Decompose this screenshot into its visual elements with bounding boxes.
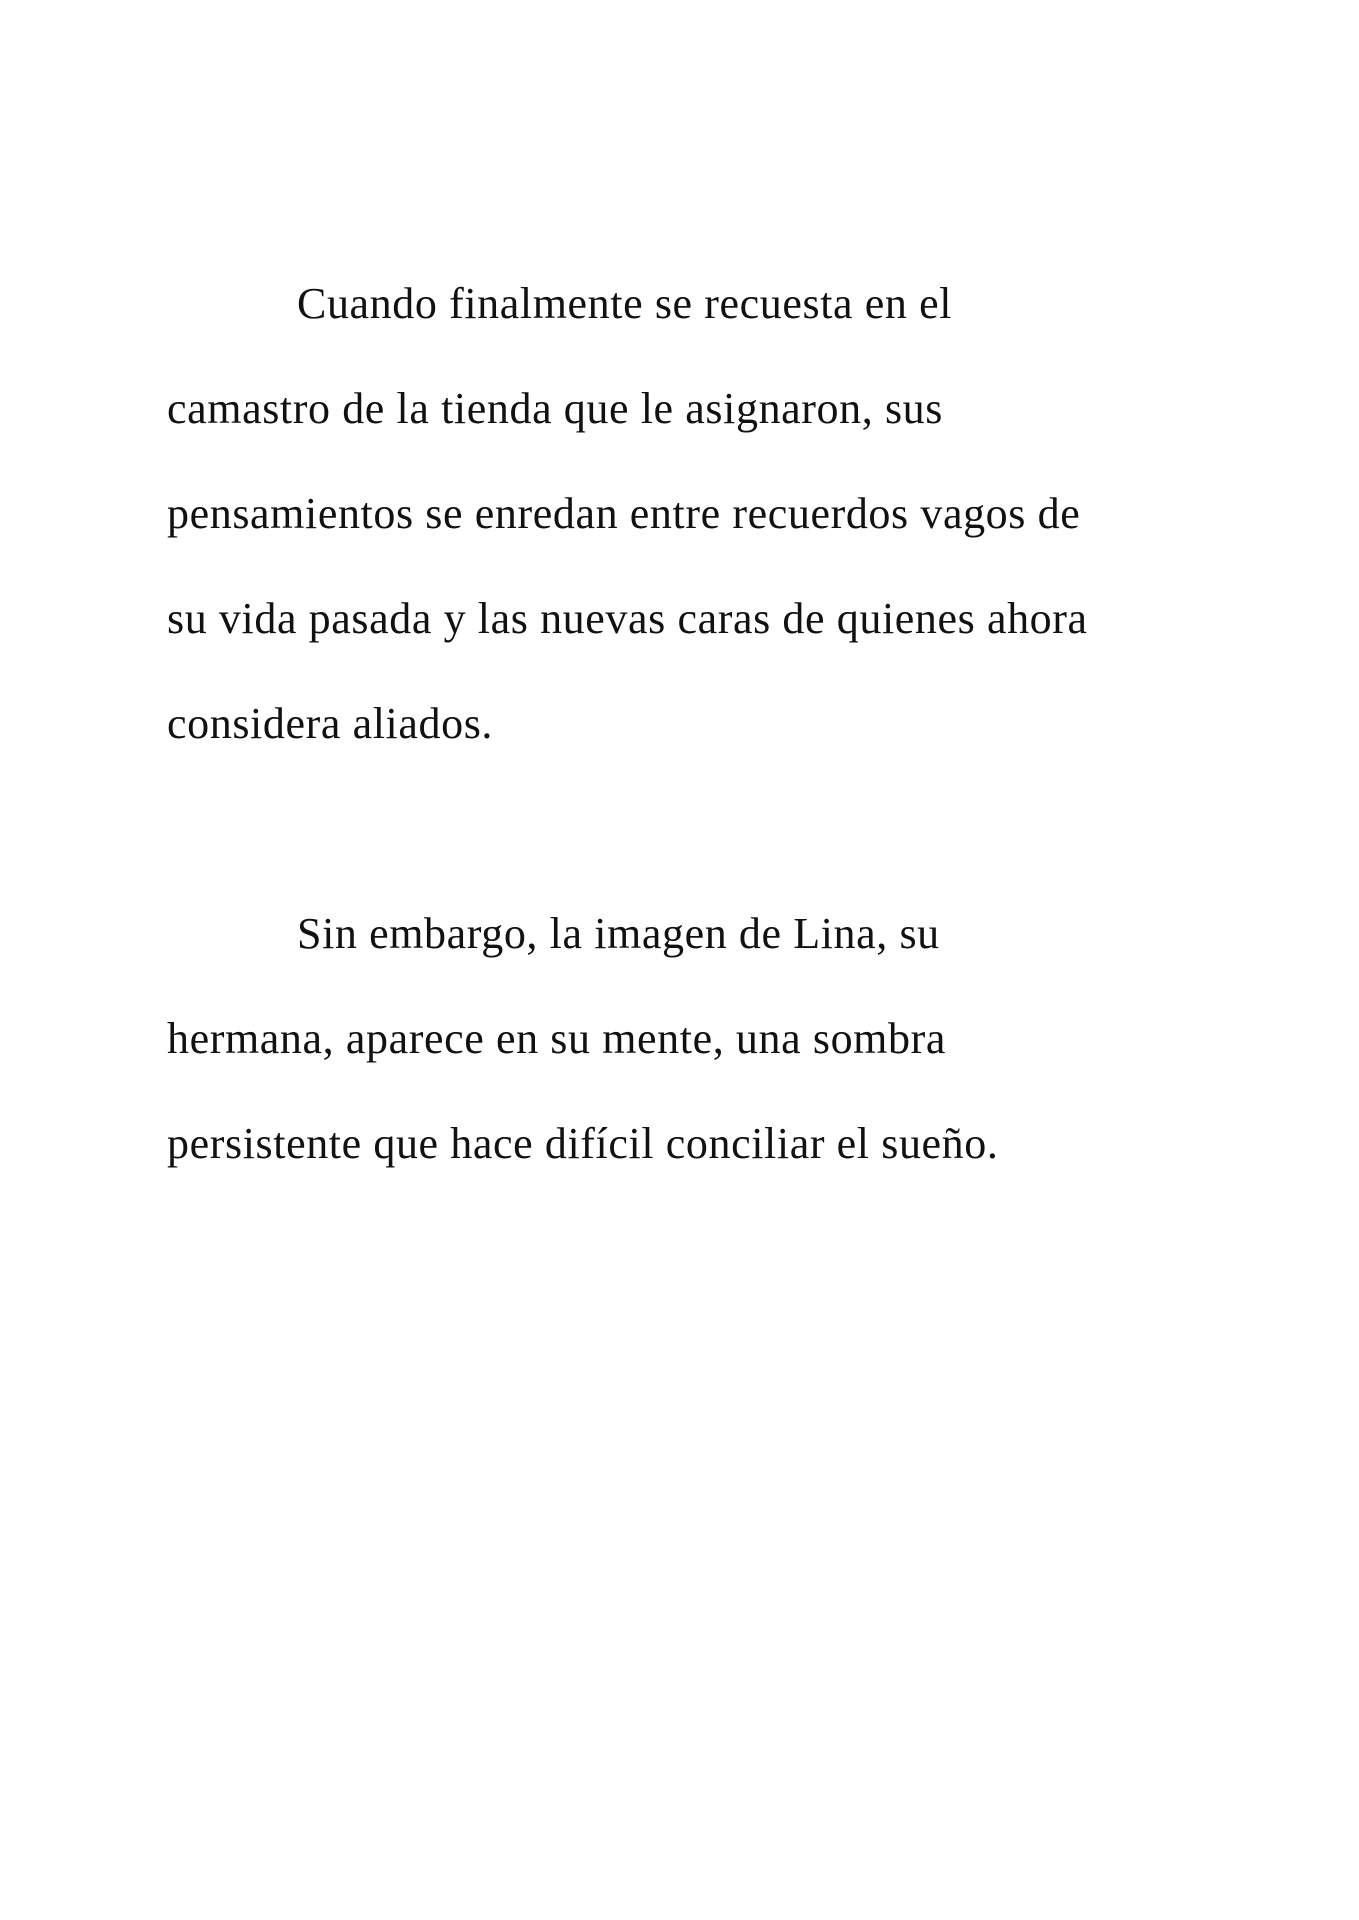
paragraph-1-line-4: su vida pasada y las nuevas caras de quienes ahora [167, 594, 1088, 643]
paragraph-1-line-3: pensamientos se enredan entre recuerdos vagos de [167, 489, 1081, 538]
paragraph-1-line-2: camastro de la tienda que le asignaron, sus [167, 384, 943, 433]
paragraph-1-line-5: considera aliados. [167, 699, 494, 748]
paragraph-2-line-3: persistente que hace difícil conciliar el sueño. [167, 1119, 999, 1168]
paragraph-1-line-1: Cuando finalmente se recuesta en el [297, 279, 953, 328]
paragraph-2-line-2: hermana, aparece en su mente, una sombra [167, 1014, 946, 1063]
paragraph-2-line-1: Sin embargo, la imagen de Lina, su [297, 909, 940, 958]
